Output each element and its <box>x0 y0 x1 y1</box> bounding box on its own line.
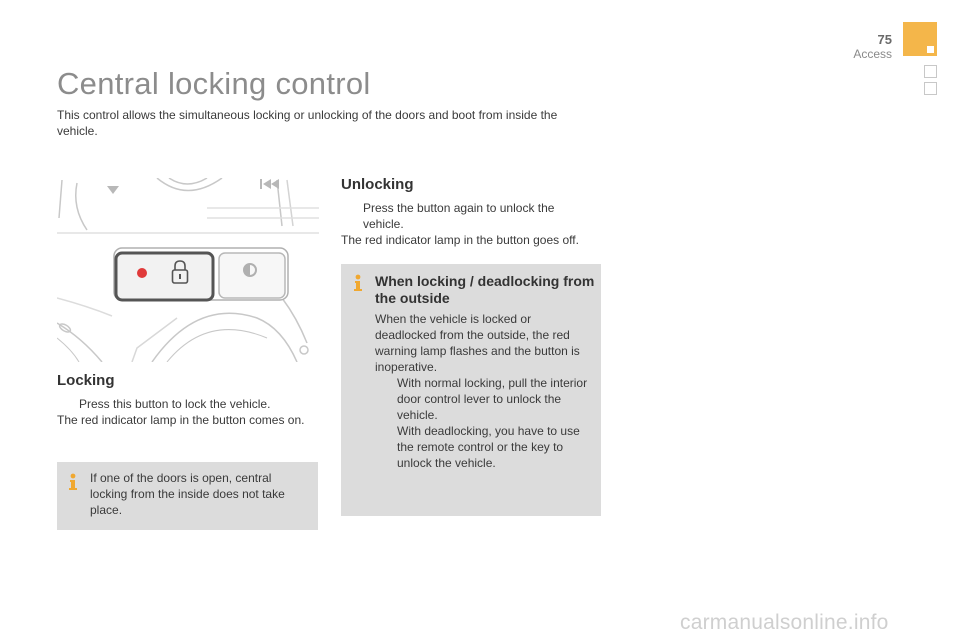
tab-box <box>924 82 937 95</box>
central-locking-button <box>116 253 213 300</box>
dashboard-illustration <box>57 178 319 362</box>
unlocking-heading: Unlocking <box>341 176 414 193</box>
red-indicator-lamp <box>137 268 147 278</box>
outside-info-bullet-1: With normal locking, pull the interior door control lever to unlock the vehicle. <box>397 376 588 422</box>
tab-box <box>924 65 937 78</box>
section-name: Access <box>853 47 892 61</box>
locking-bullet: Press this button to lock the vehicle. <box>79 397 271 411</box>
intro-text: This control allows the simultaneous locking or unlocking of the doors and boot from inside the vehicle. <box>57 108 558 138</box>
watermark: carmanualsonline.info <box>680 611 889 634</box>
rewind-icon <box>260 179 279 189</box>
tab-marker <box>927 46 934 53</box>
section-tab <box>903 22 937 56</box>
outside-locking-info-box <box>341 264 601 516</box>
info-icon <box>66 473 80 491</box>
outside-info-text: When the vehicle is locked or deadlocked from the outside, the red warning lamp flashes and the button is inoperative. <box>375 312 580 374</box>
locking-info-box <box>57 462 318 530</box>
arrow-down-icon <box>107 186 119 194</box>
locking-button-illustration <box>57 178 319 362</box>
locking-heading: Locking <box>57 372 115 389</box>
unlocking-bullet: Press the button again to unlock the vehicle. <box>363 201 555 231</box>
page-number: 75 <box>877 32 892 47</box>
locking-info-text: If one of the doors is open, central locking from the inside does not take place. <box>90 471 285 517</box>
outside-info-title: When locking / deadlocking from the outside <box>375 273 595 306</box>
info-icon <box>351 274 365 292</box>
outside-info-bullet-2: With deadlocking, you have to use the remote control or the key to unlock the vehicle. <box>397 424 580 470</box>
unlocking-note: The red indicator lamp in the button goes off. <box>341 233 579 247</box>
locking-note: The red indicator lamp in the button comes on. <box>57 413 305 427</box>
page-title: Central locking control <box>57 66 371 101</box>
